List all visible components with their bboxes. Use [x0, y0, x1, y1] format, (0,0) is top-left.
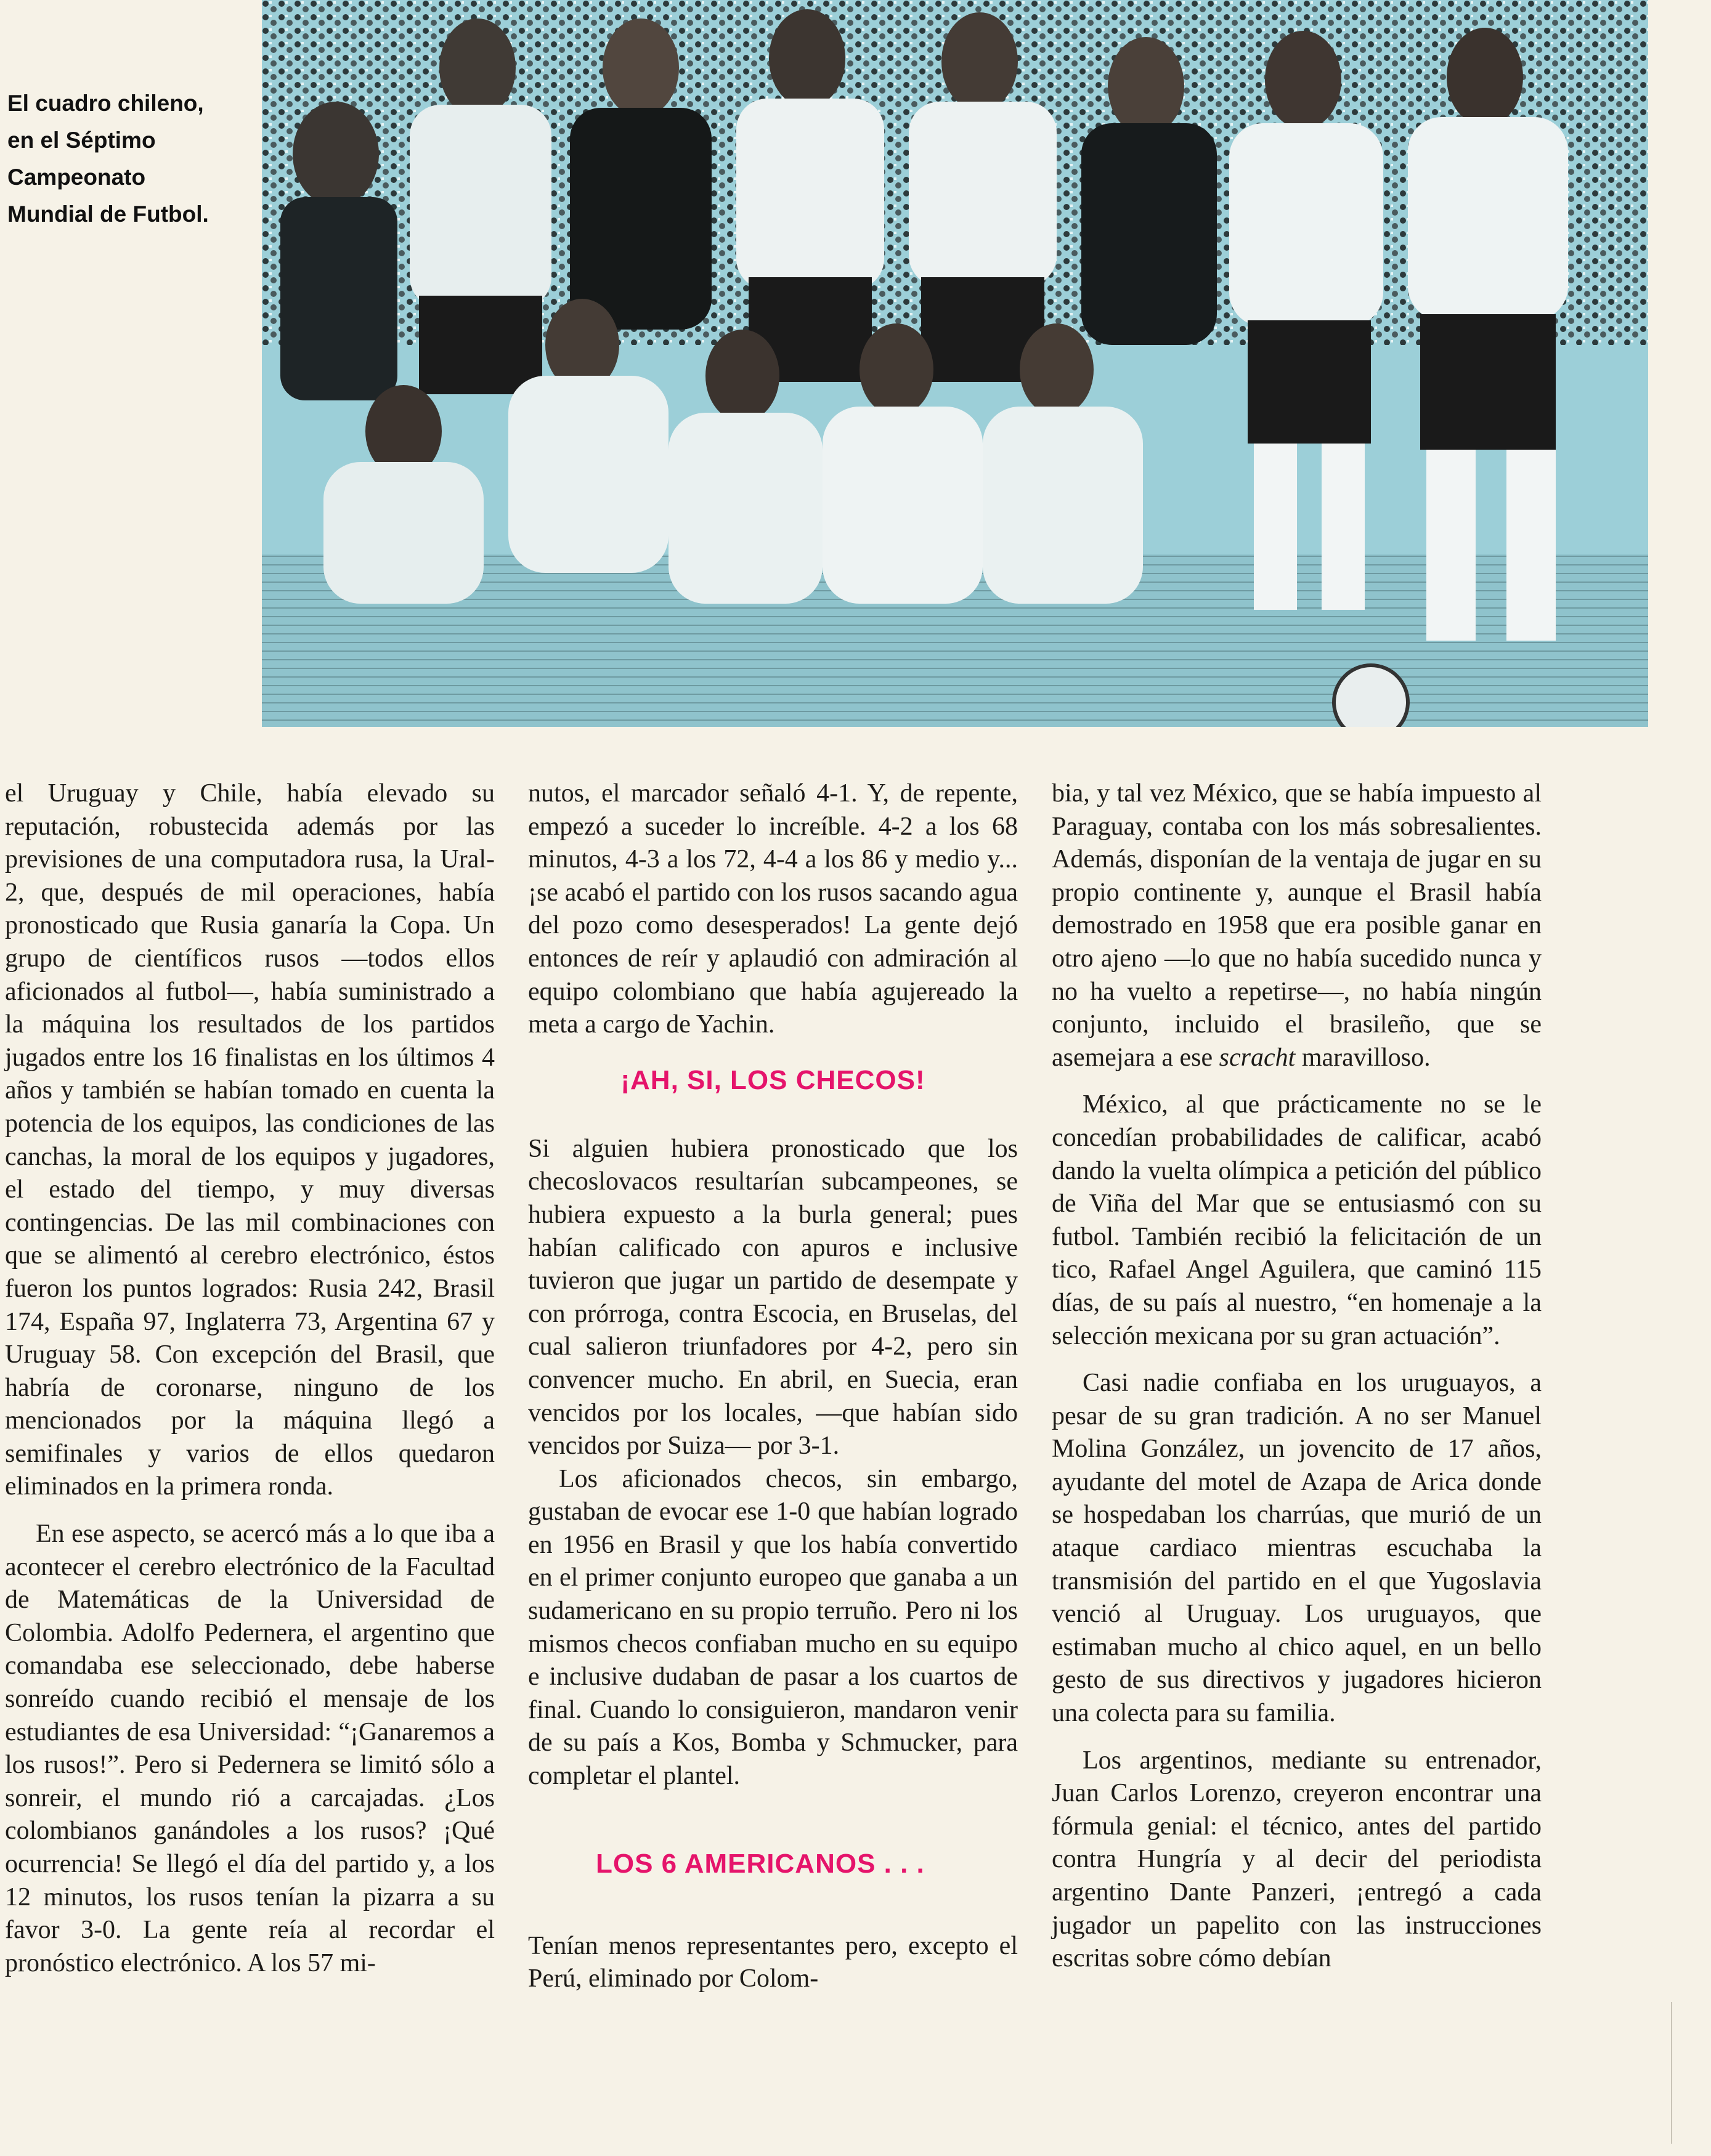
paragraph: Los aficionados checos, sin embargo, gustaban de evocar ese 1-0 que habían logrado en 1956 en Brasil y que los había convertido en el primer conjunto europeo que ganaba a un sudamericano en su propio terruño. Pero ni los mismos checos confiaban mucho en su equipo e inclusive dudaban de pasar a los cuartos de final. Cuando lo consiguieron, mandaron venir de su país a Kos, Bomba y Schmucker, para completar el plantel.: [528, 1464, 1018, 1791]
article-column-1: [5, 777, 495, 1980]
paragraph: nutos, el marcador señaló 4-1. Y, de repente, empezó a suceder lo increíble. 4-2 a los 68 minutos, 4-3 a los 72, 4-4 a los 86 y medio y... ¡se acabó el partido con los rusos sacando agua del pozo como desesperados! La gente dejó entonces de reír y aplaudió con admiración al equipo colombiano que había agujereado la meta a cargo de Yachin.: [528, 779, 1018, 1039]
paragraph: En ese aspecto, se acercó más a lo que iba a acontecer el cerebro electrónico de la Facultad de Matemáticas de la Universidad de Colombia. Adolfo Pedernera, el argentino que comandaba ese seleccionado, debe haberse sonreído cuando recibió el mensaje de los estudiantes de esa Universidad: “¡Ganaremos a los rusos!”. Pero si Pedernera se limitó sólo a sonreir, el mundo rió a carcajadas. ¿Los colombianos ganándoles a los rusos? ¡Qué ocurrencia! Se llegó el día del partido y, a los 12 minutos, los rusos tenían la pizarra a su favor 3-0. La gente reía al recordar el pronóstico electrónico. A los 57 mi-: [5, 1520, 495, 1977]
paragraph: Tenían menos representantes pero, excepto el Perú, eliminado por Colom-: [528, 1931, 1018, 1993]
article-column-3: [1052, 777, 1542, 1976]
photo-caption: [7, 85, 254, 233]
paragraph-text: maravilloso.: [1301, 1043, 1431, 1072]
section-heading-checos: ¡AH, SI, LOS CHECOS!: [620, 1064, 925, 1095]
paragraph: Los argentinos, mediante su entrenador, Juan Carlos Lorenzo, creyeron encontrar una fórmula genial: el técnico, antes del partido contra Hungría y al decir del periodista argentino Dante Panzeri, ¡entregó a cada jugador un papelito con las instrucciones escritas sobre cómo debían: [1052, 1746, 1542, 1973]
paragraph: Casi nadie confiaba en los uruguayos, a pesar de su gran tradición. A no ser Manuel Molina González, un jovencito de 17 años, ayudante del motel de Azapa de Arica donde se hospedaban los charrúas, que murió de un ataque cardiaco mientras escuchaba la transmisión del partido en el que Yugoslavia venció al Uruguay. Los uruguayos, que estimaban mucho al chico aquel, en un bello gesto de sus directivos y jugadores hicieron una colecta para su familia.: [1052, 1369, 1542, 1728]
team-photo-illustration: [262, 0, 1648, 727]
caption-line: Campeonato: [7, 164, 146, 190]
team-photo: [262, 0, 1648, 727]
paragraph: México, al que prácticamente no se le concedían probabilidades de calificar, acabó dando la vuelta olímpica a petición del público de Viña del Mar que se entusiasmó con su futbol. También recibió la felicitación de un tico, Rafael Angel Aguilera, que caminó 115 días, de su país al nuestro, “en homenaje a la selección mexicana por su gran actuación”.: [1052, 1090, 1542, 1350]
caption-line: El cuadro chileno,: [7, 91, 204, 116]
scan-margin-mark: [1671, 2002, 1688, 2144]
caption-line: en el Séptimo: [7, 128, 156, 153]
article-column-2: [528, 777, 1018, 1996]
paragraph: el Uruguay y Chile, había elevado su reputación, robustecida además por las previsiones de una computadora rusa, la Ural-2, que, después de mil operaciones, había pronosticado que Rusia ganaría la Copa. Un grupo de científicos rusos —todos ellos aficionados al futbol—, había suministrado a la máquina los resultados de los partidos jugados entre los 16 finalistas en los últimos 4 años y también se habían tomado en cuenta la potencia de los equipos, las condiciones de las canchas, la moral de los equipos y jugadores, el estado del tiempo, y muy diversas contingencias. De las mil combinaciones con que se alimentó al cerebro electrónico, éstos fueron los puntos logrados: Rusia 242, Brasil 174, España 97, Inglaterra 73, Argentina 67 y Uruguay 58. Con excepción del Brasil, que habría de coronarse, ninguno de los mencionados por la máquina llegó a semifinales y varios de ellos quedaron eliminados en la primera ronda.: [5, 779, 495, 1501]
paragraph-text: bia, y tal vez México, que se había impuesto al Paraguay, contaba con los más sobresalientes. Además, disponían de la ventaja de jugar en su propio continente y, aunque el Brasil había demostrado en 1958 que era posible ganar en otro ajeno —lo que no había sucedido nunca y no ha vuelto a repetirse—, no había ningún conjunto, incluido el brasileño, que se asemejara a ese: [1052, 779, 1542, 1072]
section-heading-americanos: LOS 6 AMERICANOS . . .: [596, 1848, 925, 1879]
paragraph: [1052, 777, 1542, 1074]
caption-line: Mundial de Futbol.: [7, 201, 209, 227]
paragraph: Si alguien hubiera pronosticado que los checoslovacos resultarían subcampeones, se hubiera expuesto a la burla general; pues habían calificado con apuros e inclusive tuvieron que jugar un partido de desempate y con prórroga, contra Escocia, en Bruselas, del cual salieron triunfadores por 4-2, pero sin convencer mucho. En abril, en Suecia, eran vencidos por los locales, —que habían sido vencidos por Suiza— por 3-1.: [528, 1134, 1018, 1461]
italic-word: scracht: [1219, 1043, 1296, 1072]
